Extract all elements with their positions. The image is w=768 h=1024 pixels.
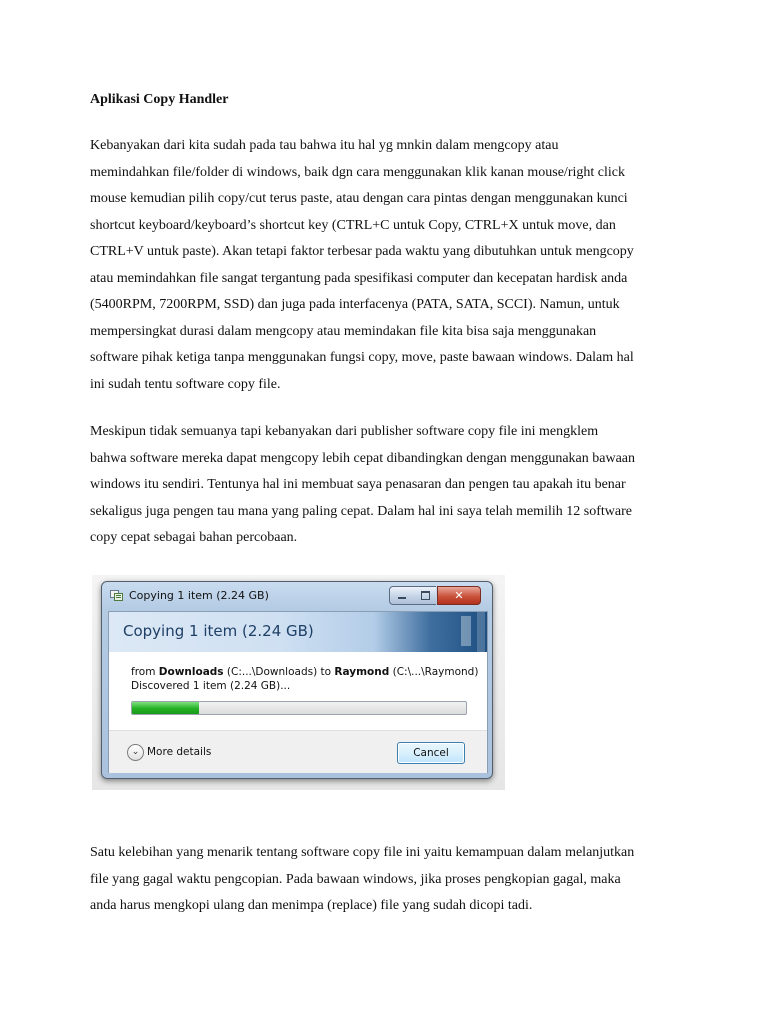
paragraph-1 [90, 133, 690, 398]
expand-icon[interactable]: ⌄ [127, 744, 144, 761]
paragraph-line: ini sudah tentu software copy file. [90, 376, 281, 392]
from-word: from [131, 666, 156, 678]
close-button[interactable] [437, 586, 481, 605]
paragraph-line: shortcut keyboard/keyboard’s shortcut key (CTRL+C untuk Copy, CTRL+X untuk move, dan [90, 217, 616, 233]
paragraph-line: Kebanyakan dari kita sudah pada tau bahwa itu hal yg mnkin dalam mengcopy atau [90, 138, 559, 153]
copy-icon [110, 590, 123, 601]
destination-path: (C:\...\Raymond) [392, 666, 479, 678]
paragraph-line: copy cepat sebagai bahan percobaan. [90, 530, 298, 545]
paragraph-line: atau memindahkan file sangat tergantung pada spesifikasi computer dan kecepatan hardisk anda [90, 270, 628, 286]
close-icon: ✕ [454, 589, 464, 602]
copy-dialog-window [101, 581, 493, 779]
paragraph-line: bahwa software mereka dapat mengcopy lebih cepat dibandingkan dengan menggunakan bawaan [90, 450, 636, 466]
dialog-banner [109, 612, 487, 652]
maximize-icon [421, 591, 430, 600]
banner-title: Copying 1 item (2.24 GB) [123, 622, 314, 640]
progress-fill [132, 702, 199, 714]
status-text: Discovered 1 item (2.24 GB)... [131, 680, 291, 692]
source-path: (C:...\Downloads) [226, 666, 318, 678]
dialog-footer [109, 730, 487, 773]
paragraph-line: Satu kelebihan yang menarik tentang software copy file ini yaitu kemampuan dalam melanjutkan [90, 845, 635, 860]
banner-decoration [477, 612, 485, 652]
dialog-title: Copying 1 item (2.24 GB) [129, 589, 269, 602]
dialog-titlebar [102, 582, 492, 610]
document-heading: Aplikasi Copy Handler [90, 92, 229, 107]
dialog-content [108, 611, 488, 773]
paragraph-3 [90, 840, 690, 920]
to-word: to [320, 666, 332, 678]
minimize-icon [398, 597, 406, 599]
source-link[interactable]: Downloads [158, 666, 224, 678]
paragraph-line: file yang gagal waktu pengcopian. Pada bawaan windows, jika proses pengkopian gagal, maka [90, 871, 621, 887]
source-destination-line [131, 666, 478, 678]
cancel-button[interactable]: Cancel [397, 742, 465, 764]
paragraph-2 [90, 419, 690, 552]
paragraph-line: mouse kemudian pilih copy/cut terus paste, atau dengan cara pintas dengan menggunakan kunci [90, 191, 628, 206]
paragraph-line: memindahkan file/folder di windows, baik dgn cara menggunakan klik kanan mouse/right click [90, 164, 625, 180]
paragraph-line: Meskipun tidak semuanya tapi kebanyakan dari publisher software copy file ini mengklem [90, 424, 599, 439]
destination-link[interactable]: Raymond [334, 666, 390, 678]
maximize-button[interactable] [414, 586, 436, 605]
paragraph-line: (5400RPM, 7200RPM, SSD) dan juga pada interfacenya (PATA, SATA, SCCI). Namun, untuk [90, 297, 620, 312]
copy-dialog-screenshot [92, 575, 505, 790]
paragraph-line: software pihak ketiga tanpa menggunakan fungsi copy, move, paste bawaan windows. Dalam hal [90, 350, 634, 365]
progress-bar [131, 701, 467, 715]
paragraph-line: windows itu sendiri. Tentunya hal ini membuat saya penasaran dan pengen tau apakah itu benar [90, 477, 626, 492]
banner-decoration [461, 616, 471, 646]
paragraph-line: CTRL+V untuk paste). Akan tetapi faktor terbesar pada waktu yang dibutuhkan untuk mengcopy [90, 244, 634, 259]
paragraph-line: anda harus mengkopi ulang dan menimpa (replace) file yang sudah dicopi tadi. [90, 898, 533, 913]
more-details-button[interactable]: More details [147, 746, 212, 758]
paragraph-line: mempersingkat durasi dalam mengcopy atau memindakan file kita bisa saja menggunakan [90, 323, 597, 339]
paragraph-line: sekaligus juga pengen tau mana yang paling cepat. Dalam hal ini saya telah memilih 12 software [90, 503, 632, 519]
minimize-button[interactable] [389, 586, 415, 605]
